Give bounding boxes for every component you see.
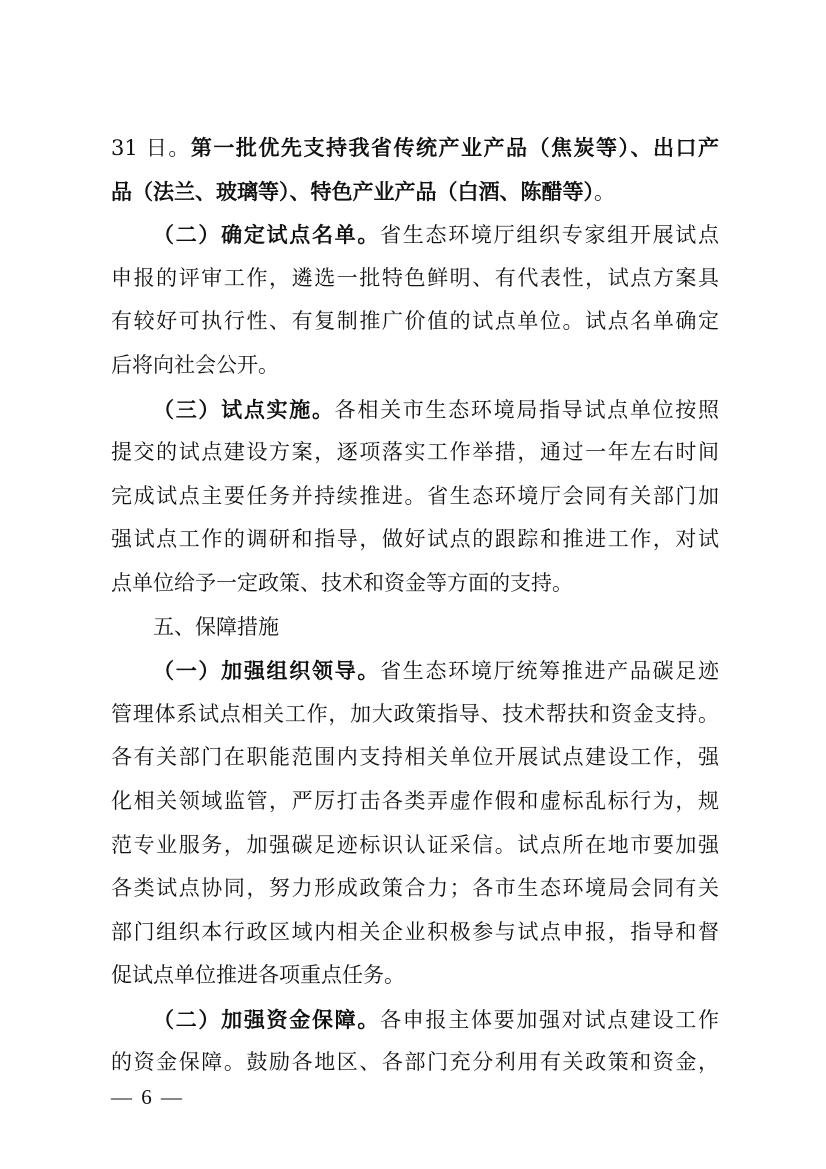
- paragraph-line: 点单位给予一定政策、技术和资金等方面的支持。: [111, 570, 573, 595]
- paragraph-text: 省生态环境厅统筹推进产品碳足迹: [380, 659, 719, 684]
- emphasis-text: 品（法兰、玻璃等）、特色产业产品（白酒、陈醋等）: [111, 178, 594, 204]
- paragraph-line: 范专业服务，加强碳足迹标识认证采信。试点所在地市要加强: [111, 832, 719, 857]
- paragraph-line: [111, 998, 719, 1042]
- paragraph-line: [111, 213, 719, 257]
- subsection-title: （二）加强资金保障。: [153, 1006, 381, 1032]
- paragraph-line: [111, 170, 719, 214]
- subsection-title: （三）试点实施。: [153, 396, 335, 422]
- document-body: [111, 126, 719, 1085]
- paragraph-line: 管理体系试点相关工作，加大政策指导、技术帮扶和资金支持。: [111, 701, 719, 726]
- emphasis-text: 第一批优先支持我省传统产业产品（焦炭等）、出口产: [190, 135, 719, 160]
- paragraph-line: 的资金保障。鼓励各地区、各部门充分利用有关政策和资金，: [111, 1050, 719, 1075]
- paragraph-text: 省生态环境厅组织专家组开展试点: [380, 223, 719, 248]
- paragraph-line: 完成试点主要任务并持续推进。省生态环境厅会同有关部门加: [111, 483, 719, 508]
- subsection-title: （二）确定试点名单。: [153, 222, 381, 248]
- section-heading: 五、保障措施: [153, 614, 279, 639]
- paragraph-line: 促试点单位推进各项重点任务。: [111, 963, 405, 988]
- paragraph-line: 提交的试点建设方案，逐项落实工作举措，通过一年左右时间: [111, 440, 719, 465]
- paragraph-text: 各申报主体要加强对试点建设工作: [380, 1007, 719, 1032]
- paragraph-line: 有较好可执行性、有复制推广价值的试点单位。试点名单确定: [111, 309, 719, 334]
- paragraph-line: [111, 126, 719, 170]
- paragraph-line: [111, 649, 719, 693]
- date-fragment: 31 日。: [111, 136, 191, 160]
- paragraph-line: [111, 388, 719, 432]
- paragraph-text: 各相关市生态环境局指导试点单位按照: [334, 397, 719, 422]
- subsection-title: （一）加强组织领导。: [153, 658, 381, 684]
- punctuation: 。: [594, 179, 615, 204]
- paragraph-line: 部门组织本行政区域内相关企业积极参与试点申报，指导和督: [111, 919, 719, 944]
- paragraph-line: 各有关部门在职能范围内支持相关单位开展试点建设工作，强: [111, 745, 719, 770]
- paragraph-line: 后将向社会公开。: [111, 352, 279, 377]
- paragraph-line: 各类试点协同，努力形成政策合力；各市生态环境局会同有关: [111, 876, 719, 901]
- paragraph-line: 申报的评审工作，遴选一批特色鲜明、有代表性，试点方案具: [111, 265, 719, 290]
- page-number: — 6 —: [111, 1085, 184, 1109]
- paragraph-line: 强试点工作的调研和指导，做好试点的跟踪和推进工作，对试: [111, 527, 719, 552]
- paragraph-line: 化相关领域监管，严厉打击各类弄虚作假和虚标乱标行为，规: [111, 788, 719, 813]
